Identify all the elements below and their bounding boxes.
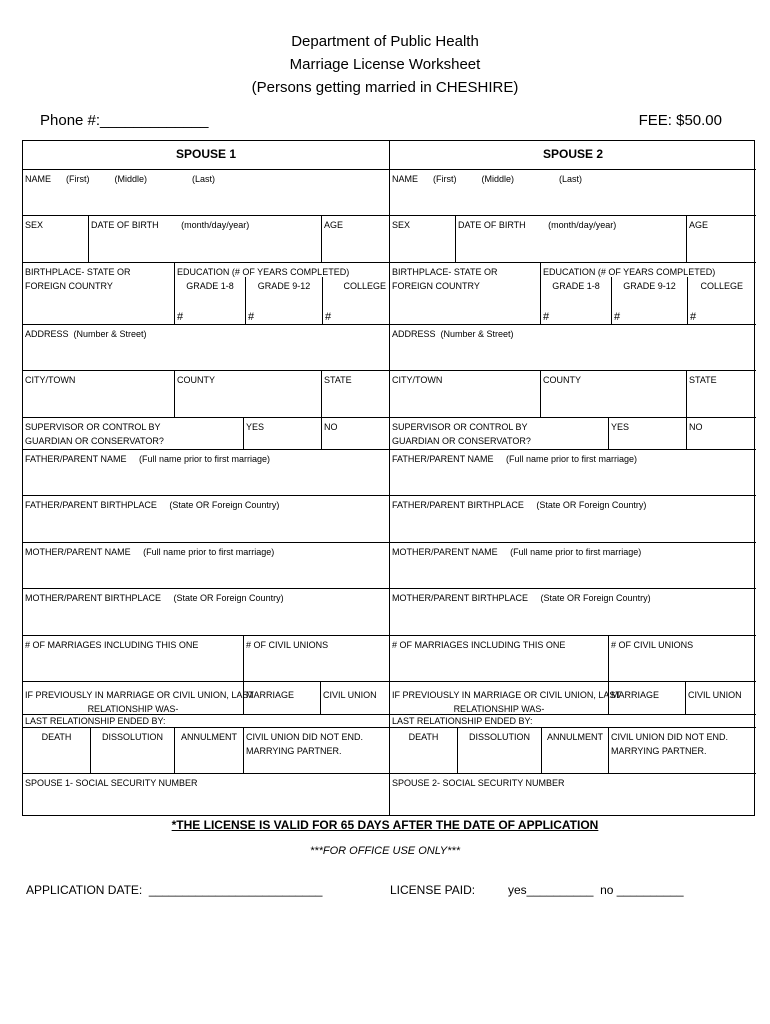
spouse2-civil-unions-field[interactable] [608,636,754,681]
spouse1-mother-name-label: MOTHER/PARENT NAME (Full name prior to first marriage) [25,547,275,557]
spouse2-column [389,141,756,815]
spouse2-marriages-field[interactable] [390,636,608,681]
spouse1-father-name-label: FATHER/PARENT NAME (Full name prior to first marriage) [25,454,271,464]
spouse2-grade18-label: GRADE 1-8 [552,281,600,291]
spouse2-cu-end-label2: MARRYING PARTNER. [611,746,707,756]
spouse1-prev-label1: IF PREVIOUSLY IN MARRIAGE OR CIVIL UNION, LAST [25,690,254,700]
spouse2-yes-label: YES [611,422,630,432]
spouse1-mother-birthplace-field[interactable] [23,588,389,635]
spouse1-marriages-field[interactable] [23,636,243,681]
spouse1-ended-dissolution[interactable] [90,728,174,773]
spouse2-supervisor-label2: GUARDIAN OR CONSERVATOR? [392,436,531,446]
spouse1-last-ended-label: LAST RELATIONSHIP ENDED BY: [25,716,166,726]
spouse1-birthplace-label: BIRTHPLACE- STATE OR [25,267,131,277]
spouse2-education-group [540,263,754,324]
spouse2-state-label: STATE [689,375,717,385]
spouse1-marriages-label: # OF MARRIAGES INCLUDING THIS ONE [25,640,199,650]
spouse1-sex-dob-row [23,215,389,262]
spouse2-civil-union-label: CIVIL UNION [688,690,742,700]
spouse1-education-row [23,262,389,324]
spouse1-name-label: NAME (First) (Middle) (Last) [25,174,216,184]
spouse2-age-label: AGE [689,220,709,230]
spouse1-title: SPOUSE 1 [175,147,237,161]
spouse2-college-hash: # [690,311,697,323]
spouse2-ended-header [390,714,756,727]
spouse2-address-label: ADDRESS (Number & Street) [392,329,514,339]
spouse1-father-bp-label: FATHER/PARENT BIRTHPLACE (State OR Foreign Country) [25,500,280,510]
spouse2-ssn-label: SPOUSE 2- SOCIAL SECURITY NUMBER [392,778,565,788]
spouse1-ended-row [23,727,389,773]
spouse2-foreign-label: FOREIGN COUNTRY [392,281,480,291]
spouse1-education-group [174,263,389,324]
phone-field[interactable]: Phone #:_____________ [40,112,209,129]
spouse1-city-row [23,370,389,417]
spouse1-column [23,141,389,815]
spouse2-no-label: NO [689,422,703,432]
department-title: Department of Public Health [291,33,479,50]
spouse2-title: SPOUSE 2 [542,147,604,161]
spouse2-sex-dob-row [390,215,756,262]
spouse1-ssn-label: SPOUSE 1- SOCIAL SECURITY NUMBER [25,778,198,788]
spouse1-birthplace-field[interactable] [23,263,174,324]
spouse1-no-label: NO [324,422,338,432]
spouse2-supervisor-row [390,417,756,449]
spouse1-civil-union-label: CIVIL UNION [323,690,377,700]
spouse2-ended-civil-union[interactable] [608,728,754,773]
spouse1-marriage-label: MARRIAGE [246,690,295,700]
spouse1-mother-bp-label: MOTHER/PARENT BIRTHPLACE (State OR Foreign Country) [25,593,284,603]
spouse1-grade18-label: GRADE 1-8 [186,281,234,291]
spouse2-name-field[interactable] [390,169,756,215]
spouse1-college-field[interactable] [322,277,390,325]
spouse1-supervisor-yes[interactable] [243,418,321,449]
spouse2-mother-name-label: MOTHER/PARENT NAME (Full name prior to first marriage) [392,547,642,557]
spouse1-mother-name-field[interactable] [23,542,389,588]
spouse1-prev-marriage[interactable] [243,682,320,714]
spouse1-prev-civil-union[interactable] [320,682,389,714]
validity-note: *THE LICENSE IS VALID FOR 65 DAYS AFTER THE DATE OF APPLICATION [171,818,599,832]
spouse2-mother-bp-label: MOTHER/PARENT BIRTHPLACE (State OR Foreign Country) [392,593,651,603]
spouse2-college-label: COLLEGE [700,281,743,291]
spouse1-address-field[interactable] [23,324,389,370]
spouse1-supervisor-no[interactable] [321,418,389,449]
spouse2-previous-question [390,682,621,714]
spouse2-dob-field[interactable] [455,216,686,262]
spouse1-grade18-hash: # [177,311,184,323]
spouse2-supervisor-question [390,418,608,449]
spouse1-previous-question [23,682,254,714]
spouse2-grade912-field[interactable] [611,277,687,325]
spouse1-address-label: ADDRESS (Number & Street) [25,329,147,339]
spouse1-cu-end-label2: MARRYING PARTNER. [246,746,342,756]
spouse1-father-birthplace-field[interactable] [23,495,389,542]
spouse2-education-row [390,262,756,324]
spouse1-cu-end-label1: CIVIL UNION DID NOT END. [246,732,364,742]
spouse1-college-hash: # [325,311,332,323]
spouse2-prev-civil-union[interactable] [685,682,754,714]
spouse1-sex-label: SEX [25,220,44,230]
spouse2-mother-name-field[interactable] [390,542,756,588]
spouse1-city-label: CITY/TOWN [25,375,76,385]
spouse1-prev-label2: RELATIONSHIP WAS- [87,704,179,714]
spouse2-previous-row [390,681,756,714]
spouse2-sex-field[interactable] [390,216,455,262]
spouse2-grade18-hash: # [543,311,550,323]
spouse1-civil-unions-field[interactable] [243,636,389,681]
spouse1-county-label: COUNTY [177,375,215,385]
spouse1-marriages-row [23,635,389,681]
fee-label: FEE: $50.00 [638,112,722,129]
spouse1-name-field[interactable] [23,169,389,215]
spouse2-father-name-label: FATHER/PARENT NAME (Full name prior to first marriage) [392,454,638,464]
spouse2-supervisor-no[interactable] [686,418,754,449]
spouse2-cu-end-label1: CIVIL UNION DID NOT END. [611,732,729,742]
spouse1-previous-row [23,681,389,714]
spouse2-birthplace-label: BIRTHPLACE- STATE OR [392,267,498,277]
spouse2-last-ended-label: LAST RELATIONSHIP ENDED BY: [392,716,533,726]
spouse2-grade18-field[interactable] [541,277,611,325]
spouse2-mother-birthplace-field[interactable] [390,588,756,635]
spouse2-ended-row [390,727,756,773]
spouse1-college-label: COLLEGE [343,281,386,291]
spouse2-father-birthplace-field[interactable] [390,495,756,542]
spouse2-prev-label1: IF PREVIOUSLY IN MARRIAGE OR CIVIL UNION, LAST [392,690,621,700]
spouse2-address-field[interactable] [390,324,756,370]
spouse1-header [23,141,389,169]
spouse2-county-field[interactable] [540,371,686,417]
spouse1-age-label: AGE [324,220,344,230]
spouse2-father-bp-label: FATHER/PARENT BIRTHPLACE (State OR Foreign Country) [392,500,647,510]
spouse1-state-field[interactable] [321,371,389,417]
spouse2-prev-label2: RELATIONSHIP WAS- [453,704,545,714]
spouse2-supervisor-label1: SUPERVISOR OR CONTROL BY [392,422,528,432]
spouse1-annulment-label: ANNULMENT [180,732,237,742]
spouse1-ended-death[interactable] [23,728,90,773]
spouse2-father-name-field[interactable] [390,449,756,495]
spouse1-supervisor-label2: GUARDIAN OR CONSERVATOR? [25,436,164,446]
license-paid-label: LICENSE PAID: [390,883,476,897]
spouse2-marriage-label: MARRIAGE [611,690,660,700]
document-header [0,30,770,99]
spouse1-yes-label: YES [246,422,265,432]
application-date-field[interactable]: APPLICATION DATE: __________________________ [26,883,323,897]
spouse2-education-label: EDUCATION (# OF YEARS COMPLETED) [543,267,716,277]
spouse2-ssn-field[interactable] [390,773,756,817]
worksheet-form [22,140,755,816]
spouse2-civil-unions-label: # OF CIVIL UNIONS [611,640,694,650]
spouse1-age-field[interactable] [321,216,389,262]
spouse1-sex-field[interactable] [23,216,88,262]
worksheet-title: Marriage License Worksheet [289,56,481,73]
spouse1-grade18-field[interactable] [175,277,245,325]
spouse1-dob-field[interactable] [88,216,321,262]
spouse2-marriages-row [390,635,756,681]
spouse1-supervisor-row [23,417,389,449]
spouse2-annulment-label: ANNULMENT [546,732,603,742]
license-paid-yes-no[interactable]: yes__________ no __________ [508,883,684,897]
spouse2-ended-annulment[interactable] [541,728,608,773]
spouse1-father-name-field[interactable] [23,449,389,495]
spouse1-city-field[interactable] [23,371,174,417]
spouse1-education-label: EDUCATION (# OF YEARS COMPLETED) [177,267,350,277]
spouse1-ended-civil-union[interactable] [243,728,389,773]
spouse1-foreign-label: FOREIGN COUNTRY [25,281,113,291]
spouse2-ended-death[interactable] [390,728,457,773]
spouse1-supervisor-label1: SUPERVISOR OR CONTROL BY [25,422,161,432]
spouse1-dissolution-label: DISSOLUTION [101,732,163,742]
spouse2-header [390,141,756,169]
spouse1-state-label: STATE [324,375,352,385]
spouse1-county-field[interactable] [174,371,321,417]
spouse1-ssn-field[interactable] [23,773,389,817]
spouse2-county-label: COUNTY [543,375,581,385]
spouse1-death-label: DEATH [41,732,72,742]
spouse2-college-field[interactable] [687,277,755,325]
spouse1-grade912-field[interactable] [245,277,322,325]
spouse2-name-label: NAME (First) (Middle) (Last) [392,174,583,184]
office-use-label: ***FOR OFFICE USE ONLY*** [310,845,460,857]
spouse2-city-label: CITY/TOWN [392,375,443,385]
spouse1-supervisor-question [23,418,243,449]
spouse2-marriages-label: # OF MARRIAGES INCLUDING THIS ONE [392,640,566,650]
spouse2-death-label: DEATH [408,732,439,742]
spouse2-state-field[interactable] [686,371,754,417]
spouse1-grade912-label: GRADE 9-12 [257,281,311,291]
town-subtitle: (Persons getting married in CHESHIRE) [251,79,519,96]
spouse1-civil-unions-label: # OF CIVIL UNIONS [246,640,329,650]
spouse2-city-field[interactable] [390,371,540,417]
spouse2-city-row [390,370,756,417]
spouse2-birthplace-field[interactable] [390,263,540,324]
spouse1-ended-header [23,714,389,727]
spouse2-grade912-label: GRADE 9-12 [623,281,676,291]
spouse2-supervisor-yes[interactable] [608,418,686,449]
spouse2-dissolution-label: DISSOLUTION [468,732,530,742]
spouse1-ended-annulment[interactable] [174,728,243,773]
spouse2-grade912-hash: # [614,311,621,323]
spouse2-prev-marriage[interactable] [608,682,685,714]
spouse2-ended-dissolution[interactable] [457,728,541,773]
spouse2-sex-label: SEX [392,220,411,230]
spouse1-dob-label: DATE OF BIRTH (month/day/year) [91,220,250,230]
spouse2-dob-label: DATE OF BIRTH (month/day/year) [458,220,617,230]
spouse2-age-field[interactable] [686,216,754,262]
spouse1-grade912-hash: # [248,311,255,323]
